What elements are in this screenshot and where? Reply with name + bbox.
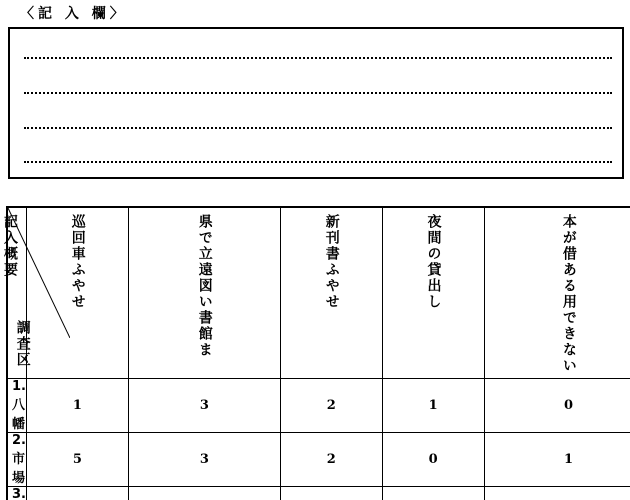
page-title: 〈記 入 欄〉 — [20, 3, 128, 23]
corner-bottom-label: 調査区 — [14, 320, 31, 368]
table-cell: 1 — [484, 433, 630, 487]
table-cell — [484, 487, 630, 500]
table-cell: 2 — [280, 379, 382, 433]
table-row — [7, 379, 630, 433]
table-cell: 1 — [26, 379, 128, 433]
table-cell — [280, 487, 382, 500]
column-header: 新刊書ふやせ — [280, 207, 382, 379]
column-header: 夜間の貸出し — [382, 207, 484, 379]
column-header: 巡回車ふやせ — [26, 207, 128, 379]
survey-table — [6, 206, 630, 500]
dotted-line — [24, 92, 612, 94]
table-cell: 1 — [382, 379, 484, 433]
dotted-line — [24, 161, 612, 163]
table-cell: 5 — [26, 433, 128, 487]
table-row — [7, 433, 630, 487]
table-cell: 0 — [382, 433, 484, 487]
table-cell: 3 — [128, 433, 280, 487]
table-cell: 0 — [484, 379, 630, 433]
table-cell — [382, 487, 484, 500]
corner-top-label: 記入概要 — [1, 214, 18, 278]
table-cell — [26, 487, 128, 500]
row-label: 1.八幡 — [7, 379, 26, 433]
row-label: 3. — [7, 487, 26, 500]
dotted-line — [24, 127, 612, 129]
table-cell: 2 — [280, 433, 382, 487]
dotted-line — [24, 57, 612, 59]
header-row — [7, 207, 630, 379]
corner-cell — [7, 207, 26, 379]
row-label: 2.市場 — [7, 433, 26, 487]
table-cell: 3 — [128, 379, 280, 433]
column-header: 県で立遠図い書館ま — [128, 207, 280, 379]
column-header: 本が借ある用できない — [484, 207, 630, 379]
table-row — [7, 487, 630, 500]
table-cell — [128, 487, 280, 500]
entry-box[interactable] — [8, 27, 624, 179]
